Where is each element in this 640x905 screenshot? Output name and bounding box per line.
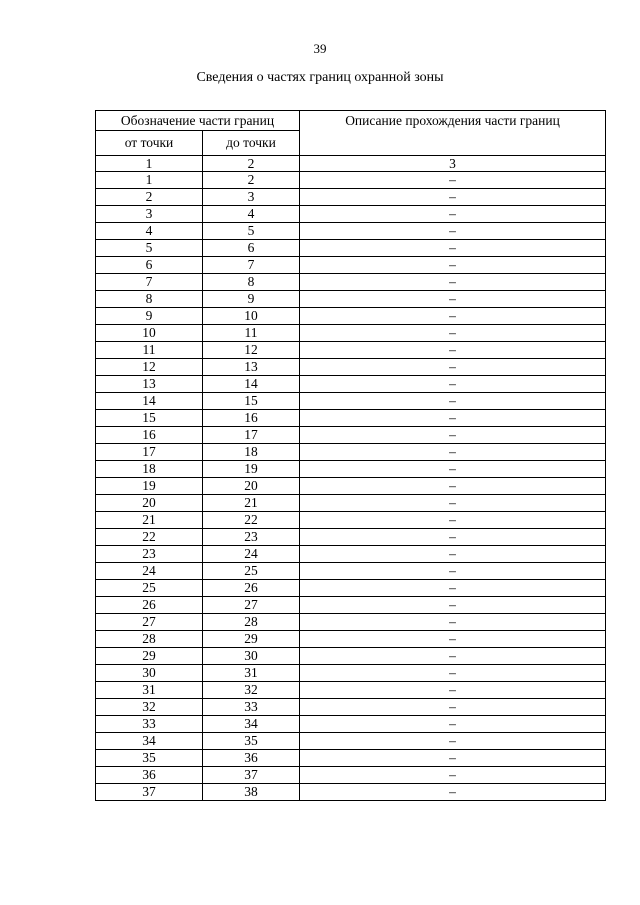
description-cell: –: [300, 699, 606, 716]
table-row: [96, 767, 606, 784]
table-row: [96, 699, 606, 716]
description-cell: –: [300, 274, 606, 291]
table-row: [96, 223, 606, 240]
table-row: [96, 461, 606, 478]
description-cell: –: [300, 563, 606, 580]
table-row: [96, 716, 606, 733]
table-row: [96, 597, 606, 614]
boundary-parts-table: [95, 110, 606, 801]
table-row: [96, 393, 606, 410]
description-cell: –: [300, 342, 606, 359]
from-point-cell: 32: [96, 699, 203, 716]
to-point-cell: 17: [203, 427, 300, 444]
from-point-header: от точки: [96, 131, 203, 156]
description-cell: –: [300, 614, 606, 631]
table-row: [96, 444, 606, 461]
table-row: [96, 410, 606, 427]
description-cell: –: [300, 240, 606, 257]
from-point-cell: 25: [96, 580, 203, 597]
from-point-cell: 12: [96, 359, 203, 376]
table-row: [96, 563, 606, 580]
to-point-cell: 31: [203, 665, 300, 682]
from-point-cell: 10: [96, 325, 203, 342]
to-point-cell: 33: [203, 699, 300, 716]
table-row: [96, 206, 606, 223]
table-row: [96, 784, 606, 801]
table-row: [96, 529, 606, 546]
description-cell: –: [300, 682, 606, 699]
from-point-cell: 33: [96, 716, 203, 733]
table-row: [96, 580, 606, 597]
to-point-cell: 27: [203, 597, 300, 614]
to-point-cell: 12: [203, 342, 300, 359]
description-cell: –: [300, 325, 606, 342]
from-point-cell: 5: [96, 240, 203, 257]
from-point-cell: 34: [96, 733, 203, 750]
description-cell: –: [300, 189, 606, 206]
column-number-row: [96, 156, 606, 172]
to-point-cell: 29: [203, 631, 300, 648]
to-point-cell: 9: [203, 291, 300, 308]
to-point-cell: 20: [203, 478, 300, 495]
to-point-header: до точки: [203, 131, 300, 156]
table-row: [96, 478, 606, 495]
to-point-cell: 26: [203, 580, 300, 597]
to-point-cell: 18: [203, 444, 300, 461]
description-cell: –: [300, 665, 606, 682]
description-cell: –: [300, 478, 606, 495]
from-point-cell: 3: [96, 206, 203, 223]
from-point-cell: 21: [96, 512, 203, 529]
from-point-cell: 2: [96, 189, 203, 206]
to-point-cell: 8: [203, 274, 300, 291]
document-title: Сведения о частях границ охранной зоны: [196, 70, 444, 85]
description-cell: –: [300, 648, 606, 665]
description-cell: –: [300, 529, 606, 546]
from-point-cell: 17: [96, 444, 203, 461]
to-point-cell: 7: [203, 257, 300, 274]
from-point-cell: 22: [96, 529, 203, 546]
table-row: [96, 342, 606, 359]
table-row: [96, 495, 606, 512]
table-row: [96, 257, 606, 274]
from-point-cell: 31: [96, 682, 203, 699]
from-point-cell: 1: [96, 172, 203, 189]
description-cell: –: [300, 376, 606, 393]
table-row: [96, 172, 606, 189]
table-row: [96, 648, 606, 665]
description-cell: –: [300, 308, 606, 325]
description-cell: –: [300, 784, 606, 801]
description-cell: –: [300, 257, 606, 274]
to-point-cell: 25: [203, 563, 300, 580]
to-point-cell: 10: [203, 308, 300, 325]
description-cell: –: [300, 359, 606, 376]
from-point-cell: 29: [96, 648, 203, 665]
from-point-cell: 16: [96, 427, 203, 444]
description-cell: –: [300, 410, 606, 427]
to-point-cell: 32: [203, 682, 300, 699]
table-row: [96, 427, 606, 444]
to-point-cell: 24: [203, 546, 300, 563]
table-row: [96, 546, 606, 563]
column-number: 1: [96, 156, 203, 172]
from-point-cell: 30: [96, 665, 203, 682]
from-point-cell: 15: [96, 410, 203, 427]
table-row: [96, 376, 606, 393]
page-number: 39: [313, 41, 327, 56]
table-body: [96, 172, 606, 801]
description-cell: –: [300, 750, 606, 767]
table-row: [96, 274, 606, 291]
column-number: 3: [300, 156, 606, 172]
from-point-cell: 20: [96, 495, 203, 512]
description-cell: –: [300, 580, 606, 597]
description-cell: –: [300, 427, 606, 444]
table-header: [96, 111, 606, 172]
table-row: [96, 291, 606, 308]
table-row: [96, 733, 606, 750]
table-row: [96, 631, 606, 648]
to-point-cell: 37: [203, 767, 300, 784]
description-cell: –: [300, 291, 606, 308]
to-point-cell: 21: [203, 495, 300, 512]
table-row: [96, 359, 606, 376]
table-row: [96, 240, 606, 257]
description-cell: –: [300, 546, 606, 563]
table-row: [96, 614, 606, 631]
part-designation-header: Обозначение части границ: [96, 111, 300, 131]
description-cell: –: [300, 716, 606, 733]
description-cell: –: [300, 767, 606, 784]
from-point-cell: 19: [96, 478, 203, 495]
to-point-cell: 2: [203, 172, 300, 189]
to-point-cell: 4: [203, 206, 300, 223]
from-point-cell: 11: [96, 342, 203, 359]
table-row: [96, 750, 606, 767]
description-cell: –: [300, 733, 606, 750]
to-point-cell: 6: [203, 240, 300, 257]
to-point-cell: 14: [203, 376, 300, 393]
description-cell: –: [300, 206, 606, 223]
to-point-cell: 16: [203, 410, 300, 427]
from-point-cell: 8: [96, 291, 203, 308]
from-point-cell: 6: [96, 257, 203, 274]
table-row: [96, 189, 606, 206]
from-point-cell: 9: [96, 308, 203, 325]
to-point-cell: 34: [203, 716, 300, 733]
from-point-cell: 13: [96, 376, 203, 393]
description-cell: –: [300, 393, 606, 410]
description-cell: –: [300, 172, 606, 189]
from-point-cell: 7: [96, 274, 203, 291]
to-point-cell: 11: [203, 325, 300, 342]
table-row: [96, 308, 606, 325]
description-cell: –: [300, 597, 606, 614]
description-cell: –: [300, 631, 606, 648]
from-point-cell: 28: [96, 631, 203, 648]
table-row: [96, 325, 606, 342]
from-point-cell: 27: [96, 614, 203, 631]
to-point-cell: 19: [203, 461, 300, 478]
from-point-cell: 23: [96, 546, 203, 563]
description-cell: –: [300, 495, 606, 512]
table-row: [96, 682, 606, 699]
table-row: [96, 512, 606, 529]
to-point-cell: 30: [203, 648, 300, 665]
from-point-cell: 36: [96, 767, 203, 784]
from-point-cell: 18: [96, 461, 203, 478]
from-point-cell: 37: [96, 784, 203, 801]
from-point-cell: 4: [96, 223, 203, 240]
description-cell: –: [300, 223, 606, 240]
to-point-cell: 36: [203, 750, 300, 767]
description-cell: –: [300, 461, 606, 478]
table-row: [96, 665, 606, 682]
to-point-cell: 38: [203, 784, 300, 801]
column-number: 2: [203, 156, 300, 172]
description-cell: –: [300, 512, 606, 529]
to-point-cell: 3: [203, 189, 300, 206]
to-point-cell: 23: [203, 529, 300, 546]
to-point-cell: 28: [203, 614, 300, 631]
from-point-cell: 24: [96, 563, 203, 580]
to-point-cell: 13: [203, 359, 300, 376]
description-header: Описание прохождения части границ: [300, 111, 606, 156]
to-point-cell: 5: [203, 223, 300, 240]
to-point-cell: 35: [203, 733, 300, 750]
from-point-cell: 35: [96, 750, 203, 767]
to-point-cell: 15: [203, 393, 300, 410]
from-point-cell: 26: [96, 597, 203, 614]
to-point-cell: 22: [203, 512, 300, 529]
from-point-cell: 14: [96, 393, 203, 410]
description-cell: –: [300, 444, 606, 461]
